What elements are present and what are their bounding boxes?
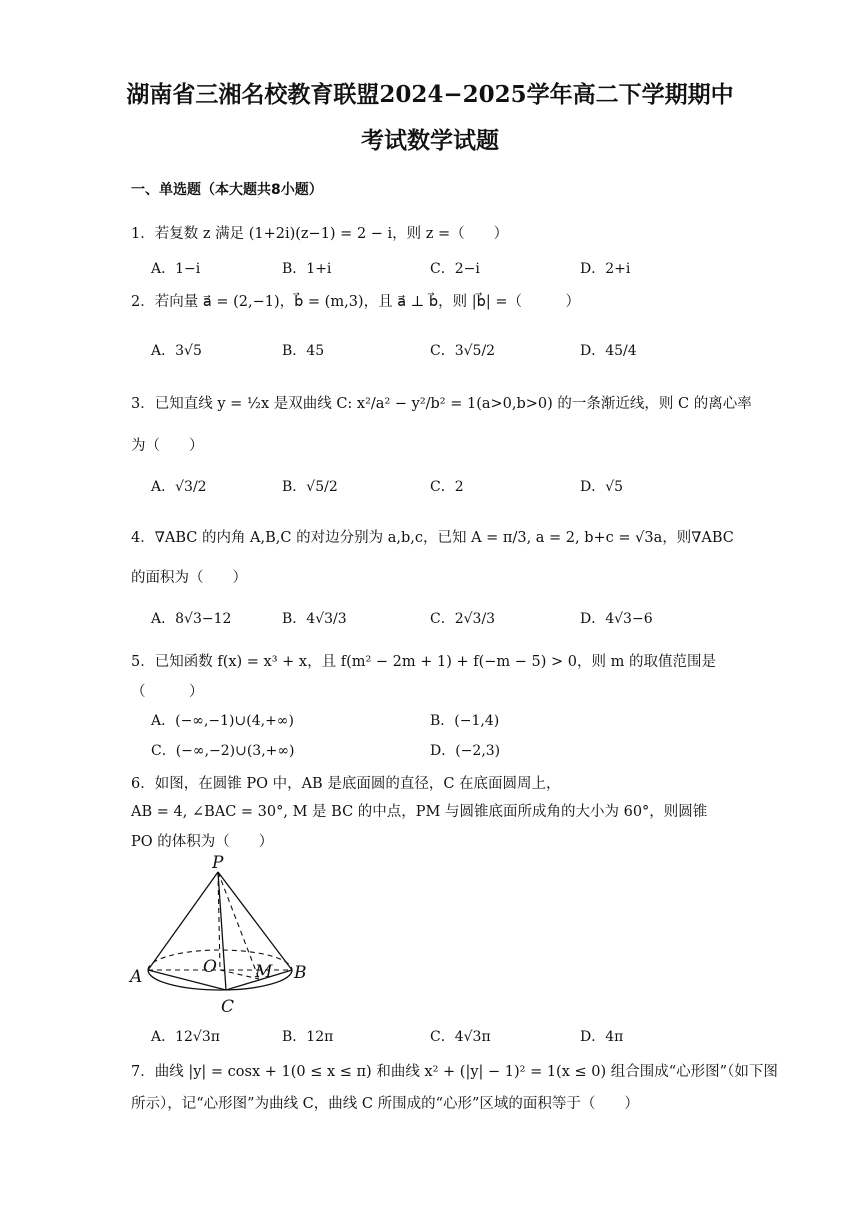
q2-option-c: C．3√5/2: [430, 343, 496, 359]
q6-option-b: B．12π: [282, 1029, 334, 1045]
q2-option-d: D．45/4: [580, 343, 637, 359]
q4-option-d: D．4√3−6: [580, 611, 653, 627]
fig-label-b: B: [294, 963, 307, 983]
q6-option-d: D．4π: [580, 1029, 624, 1045]
fig-label-a: A: [130, 967, 143, 987]
fig-label-m: M: [255, 962, 273, 982]
page-title: 湖南省三湘名校教育联盟2024−2025学年高二下学期期中: [126, 81, 734, 108]
question-5-stem-cont: （ ）: [131, 684, 204, 700]
cone-figure: [128, 852, 308, 1018]
q6-option-a: A．12√3π: [151, 1029, 220, 1045]
q2-option-b: B．45: [282, 343, 325, 359]
page-subtitle: 考试数学试题: [361, 127, 499, 154]
q4-option-c: C．2√3/3: [430, 611, 496, 627]
q5-option-c: C．(−∞,−2)∪(3,+∞): [151, 743, 295, 759]
question-7-stem: 7．曲线 |y| = cosx + 1(0 ≤ x ≤ π) 和曲线 x² + (|y| − 1)² = 1(x ≤ 0) 组合围成“心形图”（如下图: [131, 1064, 778, 1080]
q1-option-d: D．2+i: [580, 261, 631, 277]
question-6-stem-cont2: PO 的体积为（ ）: [131, 834, 274, 850]
q6-option-c: C．4√3π: [430, 1029, 491, 1045]
q2-option-a: A．3√5: [151, 343, 202, 359]
q5-option-a: A．(−∞,−1)∪(4,+∞): [151, 713, 294, 729]
question-4-stem: 4．∇ABC 的内角 A,B,C 的对边分别为 a,b,c，已知 A = π/3, a = 2, b+c = √3a，则∇ABC: [131, 530, 734, 546]
question-1-stem: 1．若复数 z 满足 (1+2i)(z−1) = 2 − i，则 z =（ ）: [131, 226, 509, 242]
question-3-stem-cont: 为（ ）: [131, 438, 204, 454]
question-7-stem-cont: 所示），记“心形图”为曲线 C，曲线 C 所围成的“心形”区域的面积等于（ ）: [131, 1096, 639, 1112]
q3-option-d: D．√5: [580, 479, 624, 495]
q3-option-c: C．2: [430, 479, 464, 495]
fig-label-o: O: [203, 957, 217, 977]
question-6-stem-cont: AB = 4, ∠BAC = 30°, M 是 BC 的中点，PM 与圆锥底面所成角的大小为 60°，则圆锥: [131, 804, 708, 820]
q5-option-b: B．(−1,4): [430, 713, 500, 729]
question-4-stem-cont: 的面积为（ ）: [131, 570, 247, 586]
question-5-stem: 5．已知函数 f(x) = x³ + x，且 f(m² − 2m + 1) + f(−m − 5) > 0，则 m 的取值范围是: [131, 654, 716, 670]
question-3-stem: 3．已知直线 y = ½x 是双曲线 C: x²/a² − y²/b² = 1(a>0,b>0) 的一条渐近线，则 C 的离心率: [131, 396, 752, 412]
q3-option-a: A．√3/2: [151, 479, 207, 495]
q1-option-a: A．1−i: [151, 261, 201, 277]
fig-label-p: P: [212, 853, 224, 873]
section-heading: 一、单选题（本大题共8小题）: [131, 182, 323, 198]
q1-option-b: B．1+i: [282, 261, 332, 277]
q4-option-b: B．4√3/3: [282, 611, 347, 627]
q3-option-b: B．√5/2: [282, 479, 338, 495]
question-6-stem: 6．如图，在圆锥 PO 中，AB 是底面圆的直径，C 在底面圆周上，: [131, 776, 561, 792]
q4-option-a: A．8√3−12: [151, 611, 232, 627]
fig-label-c: C: [221, 997, 235, 1017]
q1-option-c: C．2−i: [430, 261, 480, 277]
question-2-stem: 2．若向量 a⃗ = (2,−1)，b⃗ = (m,3)，且 a⃗ ⊥ b⃗，则 |b⃗| =（ ）: [131, 294, 580, 310]
q5-option-d: D．(−2,3): [430, 743, 501, 759]
